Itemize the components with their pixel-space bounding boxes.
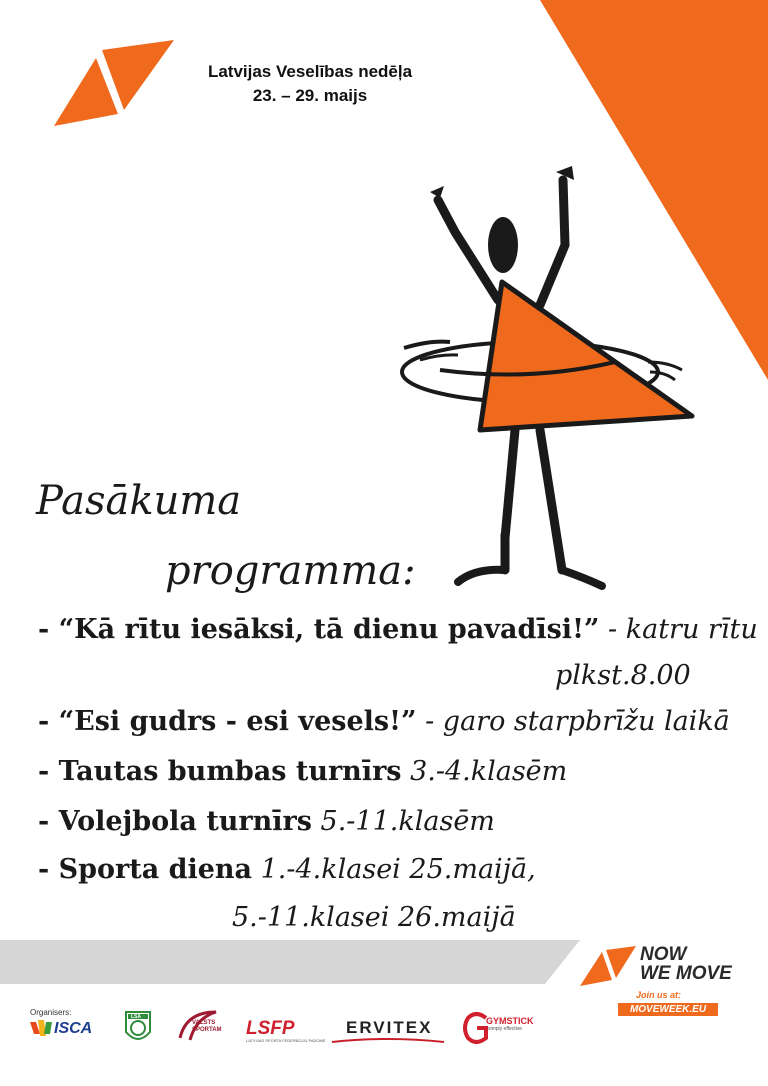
ervitex-logo — [330, 1016, 446, 1044]
moveweek-url: MOVEWEEK.EU — [618, 1003, 718, 1016]
program-item-1-time-continued — [555, 660, 691, 691]
lsfp-logo — [246, 1018, 326, 1044]
now-we-move-line1: NOW — [640, 944, 687, 965]
program-item-3 — [38, 756, 567, 787]
event-header — [150, 60, 470, 108]
ervitex-swoosh-icon — [330, 1036, 446, 1046]
valsts-sportam-text: VALSTS SPORTAM — [192, 1020, 222, 1033]
valsts-sportam-logo — [176, 1008, 232, 1046]
program-item-4 — [38, 806, 495, 837]
lsfp-text: LSFP — [246, 1018, 295, 1039]
program-item-3-detail: 3.-4.klasēm — [401, 756, 568, 787]
program-item-1-name: - “Kā rītu iesāksi, tā dienu pavadīsi!” — [38, 614, 600, 645]
program-item-5 — [38, 854, 536, 885]
gymstick-text: GYMSTICK — [486, 1016, 534, 1026]
event-dates: 23. – 29. maijs — [252, 86, 368, 105]
program-item-1-time-cont: plkst.8.00 — [555, 660, 691, 691]
program-title-line2: programma: — [165, 548, 416, 594]
now-we-move-line2: WE MOVE — [640, 963, 732, 984]
gymstick-subtext: simply effective — [488, 1026, 523, 1032]
program-item-3-name: - Tautas bumbas turnīrs — [38, 756, 402, 787]
program-item-1 — [38, 614, 758, 645]
lsa-logo — [124, 1010, 152, 1046]
gymstick-logo — [462, 1010, 542, 1046]
now-we-move-logo-icon — [580, 946, 638, 988]
program-item-1-time: - katru rītu — [599, 614, 758, 645]
program-item-2-time: - garo starpbrīžu laikā — [416, 706, 730, 737]
now-we-move-text — [640, 945, 732, 983]
event-title: Latvijas Veselības nedēļa — [207, 62, 413, 81]
stick-figure-illustration — [380, 150, 700, 600]
organisers-label: Organisers: — [30, 1008, 72, 1017]
ervitex-text: ERVITEX — [346, 1018, 433, 1037]
lsa-text: LSA — [131, 1014, 141, 1020]
isca-logo — [30, 1018, 100, 1040]
join-us-label: Join us at: — [636, 990, 682, 1000]
program-item-5-continued — [232, 902, 516, 933]
isca-mark-icon — [30, 1018, 56, 1038]
program-item-4-name: - Volejbola turnīrs — [38, 806, 312, 837]
program-item-4-detail: 5.-11.klasēm — [311, 806, 495, 837]
program-item-5-detail-cont: 5.-11.klasei 26.maijā — [232, 902, 516, 933]
program-item-5-detail: 1.-4.klasei 25.maijā, — [252, 854, 536, 885]
lsfp-subtext: LATVIJAS SPORTA FEDERĀCIJU PADOME — [246, 1038, 326, 1043]
isca-text: ISCA — [54, 1020, 93, 1037]
program-item-2-name: - “Esi gudrs - esi vesels!” — [38, 706, 417, 737]
program-item-5-name: - Sporta diena — [38, 854, 253, 885]
program-title-line1: Pasākuma — [36, 478, 242, 524]
program-item-2 — [38, 706, 730, 737]
